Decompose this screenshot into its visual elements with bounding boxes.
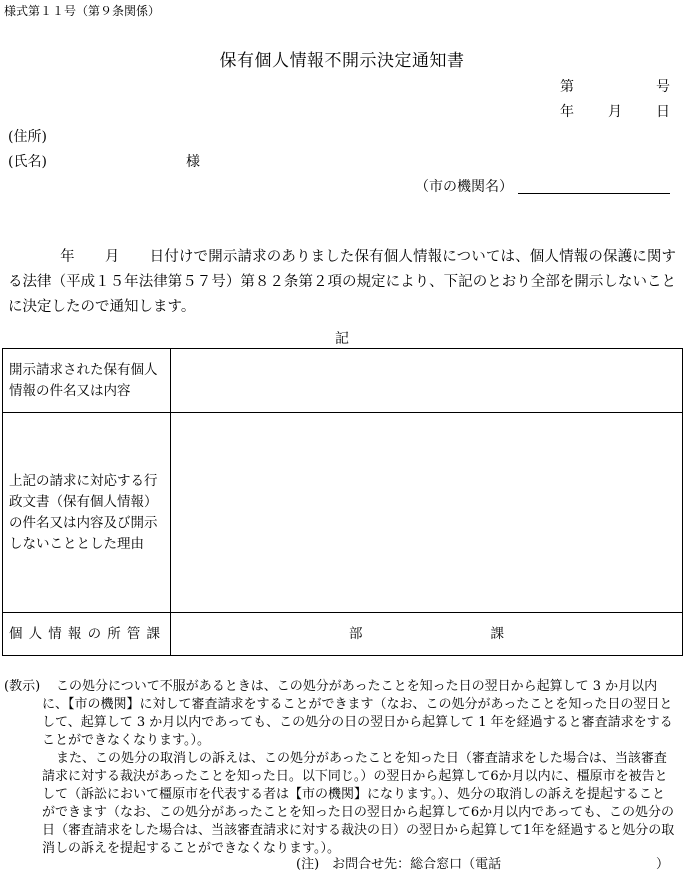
- body-text: 日付けで開示請求のありました保有個人情報については、個人情報の保護に関する法律（平成１５年法律第５７号）第８２条第２項の規定により、下記のとおり全部を開示しないことに決定したので通知します。: [8, 249, 676, 315]
- body-date-year: 年: [60, 249, 75, 265]
- contact-close: ）: [656, 857, 670, 872]
- table-row: [3, 613, 683, 656]
- date-year: 年: [560, 104, 574, 120]
- row1-label: 開示請求された保有個人情報の件名又は内容: [3, 349, 171, 413]
- row3-label: [9, 624, 166, 645]
- dept-bu: 部: [349, 625, 363, 642]
- number-go: 号: [656, 79, 670, 95]
- contact-info: (注) お問合せ先：総合窓口（電話: [296, 857, 502, 872]
- row3-label-char: 個: [9, 625, 23, 642]
- row3-label-cell: [3, 613, 171, 656]
- row3-label-char: 情: [48, 625, 62, 642]
- date-day: 日: [656, 104, 670, 120]
- notice-paragraph-2: また、この処分の取消しの訴えは、この処分があったことを知った日（審査請求をした場合は、当該審査請求に対する裁決があったことを知った日。以下同じ。）の翌日から起算して6か月以内に、橿原市を被告として（訴訟において橿原市を代表する者は【市の機関】になります。）、処分の取消しの訴えを提起することができます（なお、この処分があったことを知った日の翌日から起算して6か月以内であっても、この処分の日（審査請求をした場合は、当該審査請求に対する裁決の日）の翌日から起算して1年を経過すると処分の取消しの訴えを提起することができなくなります。）。: [42, 751, 675, 856]
- document-title: 保有個人情報不開示決定通知書: [219, 51, 465, 71]
- sender-org-label: （市の機関名）: [415, 179, 513, 195]
- ki-heading: 記: [335, 331, 349, 347]
- issue-date: [560, 101, 670, 121]
- number-dai: 第: [560, 79, 574, 95]
- document-number: [560, 76, 670, 96]
- notice-paragraph-1: この処分について不服があるときは、この処分があったことを知った日の翌日から起算して 3 か月以内に、【市の機関】に対して審査請求をすることができます（なお、この処分があったことを知った日の翌日として、起算して 3 か月以内であっても、この処分の日の翌日から起算して 1 年を経過すると審査請求をすることができなくなります。）。: [42, 679, 673, 748]
- date-month: 月: [608, 104, 622, 120]
- row2-label: 上記の請求に対応する行政文書（保有個人情報）の件名又は内容及び開示しないこととした理由: [3, 413, 171, 613]
- name-label: (氏名): [8, 154, 47, 170]
- body-paragraph: [8, 245, 676, 320]
- row3-label-char: 所: [107, 625, 121, 642]
- body-date-month: 月: [104, 249, 120, 265]
- detail-table: [2, 348, 683, 656]
- row3-label-char: の: [87, 625, 102, 642]
- honorific: 様: [186, 154, 200, 170]
- row1-value: [171, 349, 683, 413]
- row3-label-char: 課: [146, 625, 160, 642]
- row3-label-char: 管: [126, 625, 141, 642]
- table-row: [3, 413, 683, 613]
- row3-value: [171, 613, 683, 656]
- row3-label-char: 人: [28, 625, 43, 642]
- form-number: 様式第１１号（第９条関係）: [4, 4, 161, 18]
- row3-label-char: 報: [67, 625, 82, 642]
- row2-value: [171, 413, 683, 613]
- sender-org-line: [518, 193, 670, 194]
- dept-ka: 課: [490, 625, 504, 642]
- address-label: (住所): [8, 129, 47, 145]
- notice-section: [4, 678, 676, 858]
- notice-label: (教示): [4, 679, 41, 694]
- table-row: [3, 349, 683, 413]
